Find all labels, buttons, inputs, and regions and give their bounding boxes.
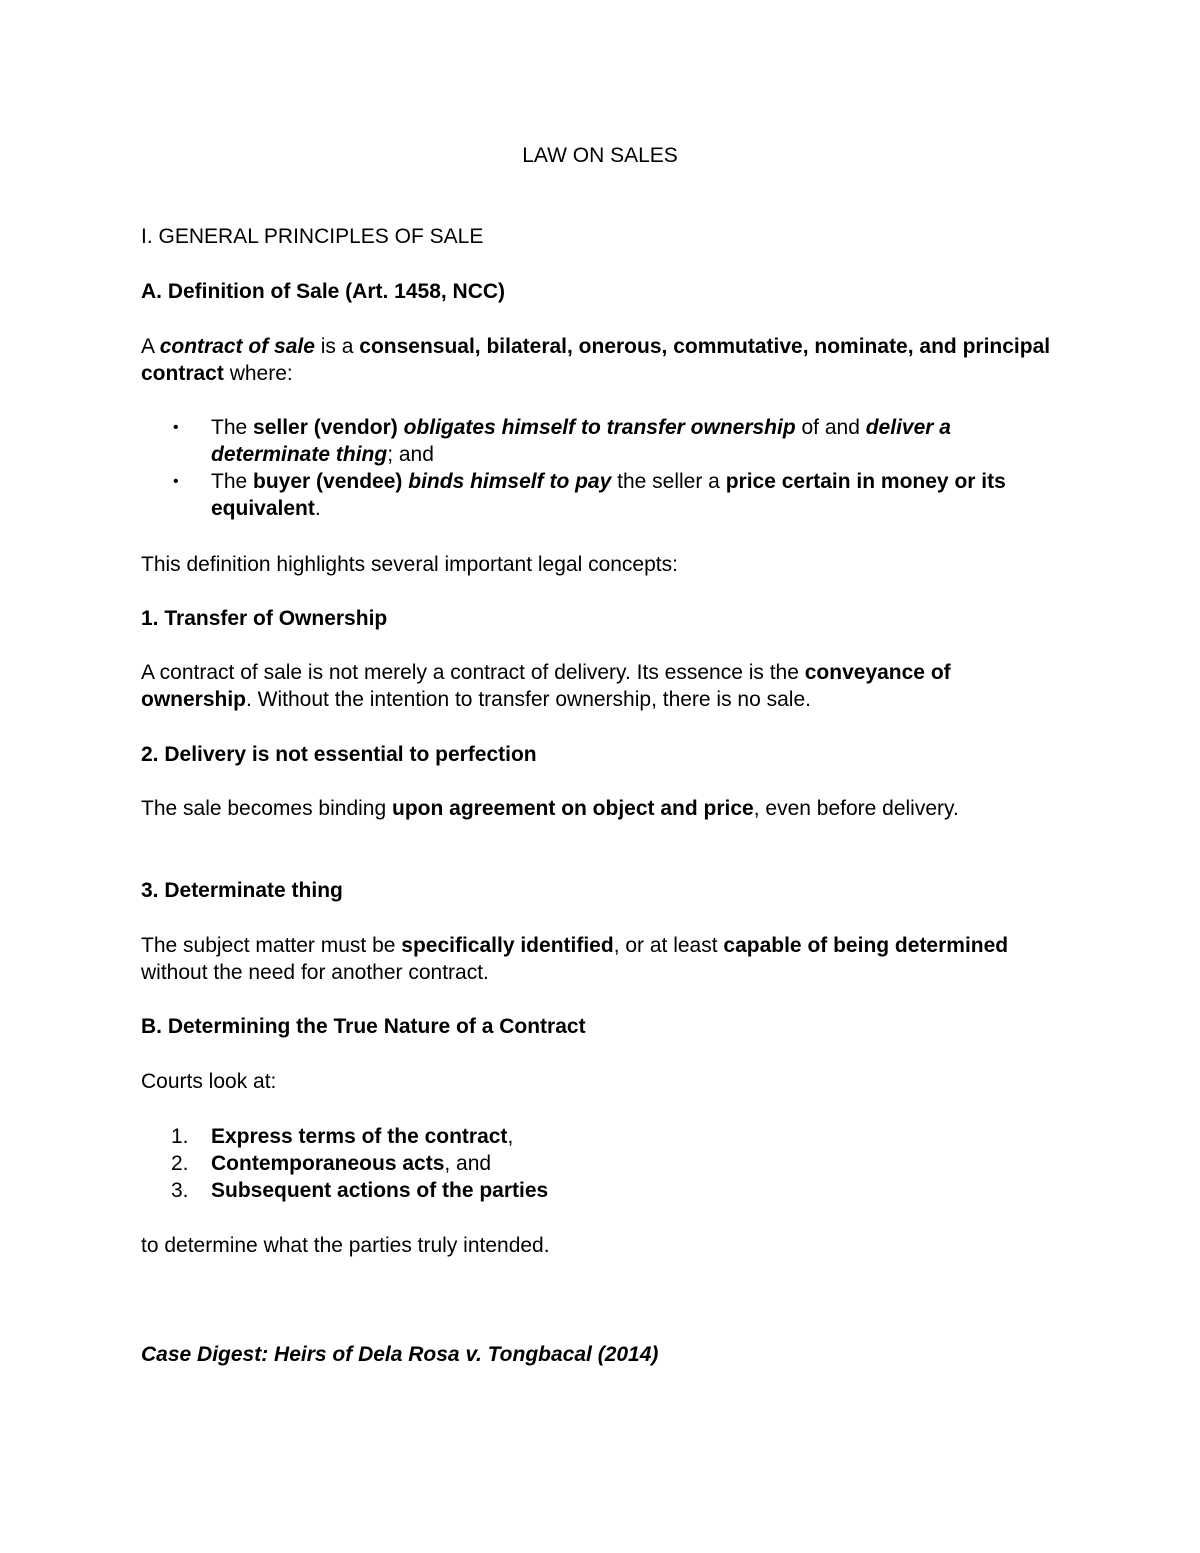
numbered-bold: Subsequent actions of the parties <box>211 1179 549 1202</box>
number-marker: 3. <box>171 1179 189 1202</box>
definition-bullet-list <box>141 414 1066 522</box>
p2-text: The sale becomes binding <box>141 797 392 820</box>
p2-text: , even before delivery. <box>753 797 959 820</box>
bullet-bold: seller (vendor) <box>253 416 398 439</box>
numbered-list <box>141 1123 1066 1204</box>
number-marker: 1. <box>171 1125 189 1148</box>
subsection-heading-b <box>141 1013 1066 1040</box>
p2-bold: upon agreement on object and price <box>392 797 754 820</box>
p1-text: A contract of sale is not merely a contract of delivery. Its essence is the <box>141 661 805 684</box>
section-heading-text: I. GENERAL PRINCIPLES OF SALE <box>141 225 484 248</box>
p1-text: . Without the intention to transfer ownership, there is no sale. <box>246 688 811 711</box>
bullet-text: . <box>314 497 321 520</box>
bullet-text: ; and <box>387 443 434 466</box>
conclusion-paragraph <box>141 1232 1066 1259</box>
numbered-bold: Contemporaneous acts <box>211 1152 445 1175</box>
subsection-heading-b-text: B. Determining the True Nature of a Contract <box>141 1015 586 1038</box>
bullet-text: The <box>211 470 254 493</box>
definition-paragraph <box>141 333 1066 387</box>
p3-text: , or at least <box>613 934 724 957</box>
p3-bold: capable of being determined <box>723 934 1009 957</box>
section-heading <box>141 223 1066 250</box>
bullet-text: of and <box>795 416 866 439</box>
bullet-bold-italic: obligates himself to transfer ownership <box>403 416 796 439</box>
p1-bold: conveyance of ownership <box>141 661 951 711</box>
bullet-item-seller <box>141 414 1066 468</box>
subsection-heading-a <box>141 278 1066 305</box>
p3-text: The subject matter must be <box>141 934 402 957</box>
numbered-rest: , <box>507 1125 514 1148</box>
conclusion-text: to determine what the parties truly intended. <box>141 1234 550 1257</box>
concept-heading-1-text: 1. Transfer of Ownership <box>141 607 388 630</box>
case-digest-heading <box>141 1341 1066 1368</box>
numbered-rest: , and <box>444 1152 492 1175</box>
numbered-item <box>141 1150 1066 1177</box>
numbered-item <box>141 1177 1066 1204</box>
concept-paragraph-1 <box>141 659 1066 713</box>
courts-paragraph <box>141 1068 1066 1095</box>
def-characteristics: consensual, bilateral, onerous, commutative, nominate, and principal contract <box>141 335 1051 385</box>
case-digest-text: Case Digest: Heirs of Dela Rosa v. Tongbacal (2014) <box>141 1343 659 1366</box>
numbered-bold: Express terms of the contract <box>211 1125 508 1148</box>
bullet-bold: price certain in money or its equivalent <box>211 470 1006 520</box>
concept-heading-3 <box>141 877 1066 904</box>
bullet-marker: • <box>173 419 179 436</box>
p3-text: without the need for another contract. <box>141 961 489 984</box>
bullet-item-buyer <box>141 468 1066 522</box>
highlights-paragraph <box>141 551 1066 578</box>
concept-heading-1 <box>141 605 1066 632</box>
def-term: contract of sale <box>159 335 315 358</box>
number-marker: 2. <box>171 1152 189 1175</box>
p3-bold: specifically identified <box>401 934 614 957</box>
concept-paragraph-2 <box>141 795 1066 822</box>
numbered-item <box>141 1123 1066 1150</box>
courts-text: Courts look at: <box>141 1070 277 1093</box>
concept-heading-3-text: 3. Determinate thing <box>141 879 343 902</box>
concept-heading-2 <box>141 741 1066 768</box>
def-text-1: A <box>141 335 160 358</box>
bullet-marker: • <box>173 473 179 490</box>
highlights-text: This definition highlights several important legal concepts: <box>141 553 678 576</box>
concept-paragraph-3 <box>141 932 1066 986</box>
bullet-bold-italic: binds himself to pay <box>408 470 612 493</box>
def-text-3: is a <box>314 335 360 358</box>
bullet-bold: buyer (vendee) <box>253 470 403 493</box>
concept-heading-2-text: 2. Delivery is not essential to perfection <box>141 743 537 766</box>
bullet-bold-italic: deliver a determinate thing <box>211 416 951 466</box>
subsection-heading-a-text: A. Definition of Sale (Art. 1458, NCC) <box>141 280 506 303</box>
bullet-text: the seller a <box>611 470 726 493</box>
def-text-5: where: <box>223 362 293 385</box>
document-title: LAW ON SALES <box>522 144 678 167</box>
bullet-text: The <box>211 416 254 439</box>
